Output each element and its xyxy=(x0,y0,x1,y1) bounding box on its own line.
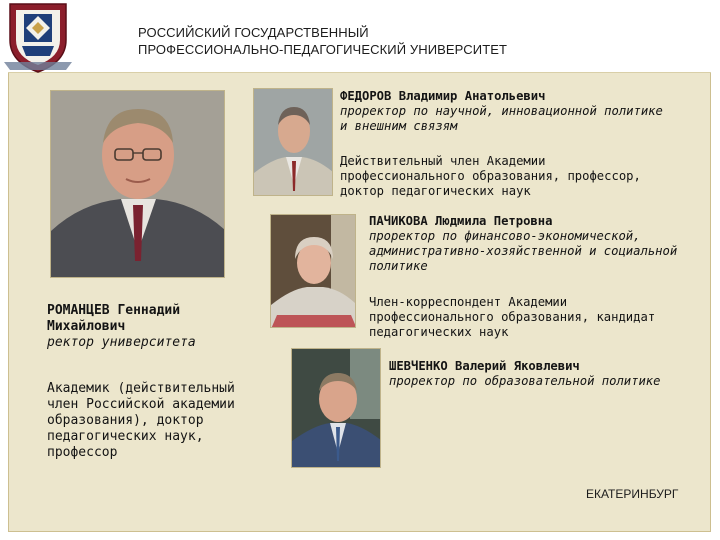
pachikova-position-3: политике xyxy=(369,259,428,273)
shevchenko-photo xyxy=(291,348,381,468)
pachikova-info xyxy=(369,214,677,274)
fedorov-position-2: и внешним связям xyxy=(340,119,458,133)
fedorov-bio-2: профессионального образования, профессор, xyxy=(340,169,641,183)
rector-bio-5: профессор xyxy=(47,445,118,460)
fedorov-bio-3: доктор педагогических наук xyxy=(340,184,531,198)
fedorov-bio xyxy=(340,154,641,199)
fedorov-position-1: проректор по научной, инновационной политике xyxy=(340,104,663,118)
pachikova-position-1: проректор по финансово-экономической, xyxy=(369,229,641,243)
shevchenko-name: ШЕВЧЕНКО Валерий Яковлевич xyxy=(389,359,580,373)
pachikova-bio-2: профессионального образования, кандидат xyxy=(369,310,656,324)
rector-bio-4: педагогических наук, xyxy=(47,429,204,444)
page-title xyxy=(138,24,507,58)
rector-position: ректор университета xyxy=(47,335,196,350)
pachikova-bio-3: педагогических наук xyxy=(369,325,509,339)
rector-bio-1: Академик (действительный xyxy=(47,381,235,396)
pachikova-photo xyxy=(270,214,356,328)
rector-photo xyxy=(50,90,225,278)
rector-name-2: Михайлович xyxy=(47,319,126,334)
rector-bio-2: член Российской академии xyxy=(47,397,235,412)
fedorov-photo xyxy=(253,88,333,196)
title-line-1: РОССИЙСКИЙ ГОСУДАРСТВЕННЫЙ xyxy=(138,25,369,40)
rector-bio xyxy=(47,381,235,461)
shevchenko-info xyxy=(389,359,661,389)
rector-name-1: РОМАНЦЕВ Геннадий xyxy=(47,303,181,318)
fedorov-name: ФЕДОРОВ Владимир Анатольевич xyxy=(340,89,546,103)
title-line-2: ПРОФЕССИОНАЛЬНО-ПЕДАГОГИЧЕСКИЙ УНИВЕРСИТЕТ xyxy=(138,42,508,57)
rector-bio-3: образования), доктор xyxy=(47,413,204,428)
city-label: ЕКАТЕРИНБУРГ xyxy=(586,487,679,501)
university-logo xyxy=(2,0,74,76)
shevchenko-position: проректор по образовательной политике xyxy=(389,374,661,388)
fedorov-bio-1: Действительный член Академии xyxy=(340,154,546,168)
pachikova-bio-1: Член-корреспондент Академии xyxy=(369,295,568,309)
pachikova-position-2: административно-хозяйственной и социальной xyxy=(369,244,678,258)
divider xyxy=(8,72,711,73)
fedorov-info xyxy=(340,89,663,134)
pachikova-name: ПАЧИКОВА Людмила Петровна xyxy=(369,214,553,228)
pachikova-bio xyxy=(369,295,655,340)
rector-info xyxy=(47,303,196,351)
